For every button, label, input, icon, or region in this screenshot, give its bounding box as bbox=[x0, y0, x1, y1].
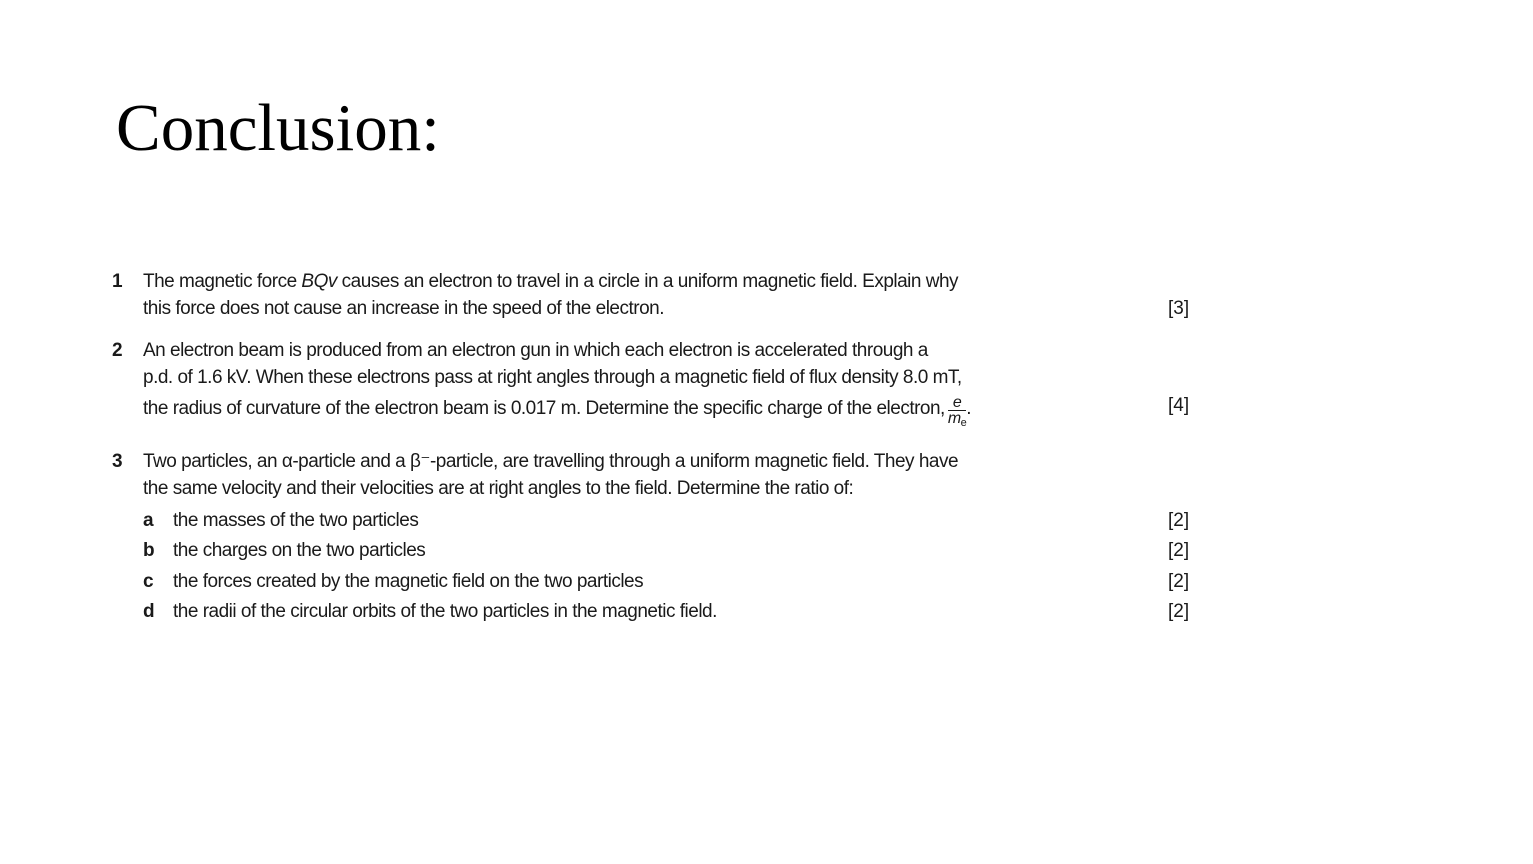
mark-allocation: [2] bbox=[1168, 601, 1190, 622]
sub-question-letter: b bbox=[143, 540, 155, 561]
question-line bbox=[143, 391, 1043, 429]
sub-question-text: the forces created by the magnetic field on the two particles bbox=[173, 571, 644, 592]
question-line: this force does not cause an increase in the speed of the electron. bbox=[143, 298, 665, 319]
text-segment: causes an electron to travel in a circle in a uniform magnetic field. Explain why bbox=[336, 271, 959, 292]
fraction-numerator: e bbox=[948, 395, 966, 411]
mark-allocation: [4] bbox=[1168, 395, 1190, 416]
question-number: 3 bbox=[112, 451, 123, 472]
sub-question-b bbox=[143, 536, 1192, 566]
slide-title: Conclusion: bbox=[116, 91, 440, 165]
sub-question-text: the radii of the circular orbits of the two particles in the magnetic field. bbox=[173, 601, 717, 622]
formula-bqv: BQv bbox=[301, 271, 337, 292]
sub-question-letter: c bbox=[143, 571, 154, 592]
question-text bbox=[143, 268, 1043, 322]
text-segment: the radius of curvature of the electron beam is 0.017 m. Determine the specific charge of the electron, bbox=[143, 398, 945, 420]
question-line bbox=[143, 268, 1043, 295]
question-line: An electron beam is produced from an electron gun in which each electron is accelerated through a bbox=[143, 340, 928, 361]
fraction-denominator bbox=[948, 411, 966, 431]
question-number: 2 bbox=[112, 340, 123, 361]
question-text bbox=[143, 448, 1043, 502]
question-text bbox=[143, 337, 1043, 429]
sub-question-text: the masses of the two particles bbox=[173, 510, 419, 531]
text-segment: The magnetic force bbox=[143, 271, 302, 292]
question-line: Two particles, an α-particle and a β⁻-particle, are travelling through a uniform magnetic field. They have bbox=[143, 451, 959, 472]
fraction-e-over-me bbox=[948, 395, 966, 431]
mark-allocation: [3] bbox=[1168, 298, 1190, 319]
denominator-subscript: e bbox=[960, 417, 967, 429]
question-line: p.d. of 1.6 kV. When these electrons pass at right angles through a magnetic field of flux density 8.0 mT, bbox=[143, 367, 962, 388]
sub-question-c bbox=[143, 567, 1192, 597]
sub-question-letter: a bbox=[143, 510, 154, 531]
question-number: 1 bbox=[112, 271, 123, 292]
denominator-symbol: m bbox=[947, 410, 961, 427]
mark-allocation: [2] bbox=[1168, 571, 1190, 592]
sub-question-d bbox=[143, 597, 1192, 627]
fraction-trailing-period: . bbox=[966, 398, 972, 420]
sub-question-text: the charges on the two particles bbox=[173, 540, 426, 561]
sub-question-letter: d bbox=[143, 601, 155, 622]
mark-allocation: [2] bbox=[1168, 540, 1190, 561]
question-line: the same velocity and their velocities are at right angles to the field. Determine the ratio of: bbox=[143, 478, 854, 499]
sub-question-a bbox=[143, 506, 1192, 536]
mark-allocation: [2] bbox=[1168, 510, 1190, 531]
